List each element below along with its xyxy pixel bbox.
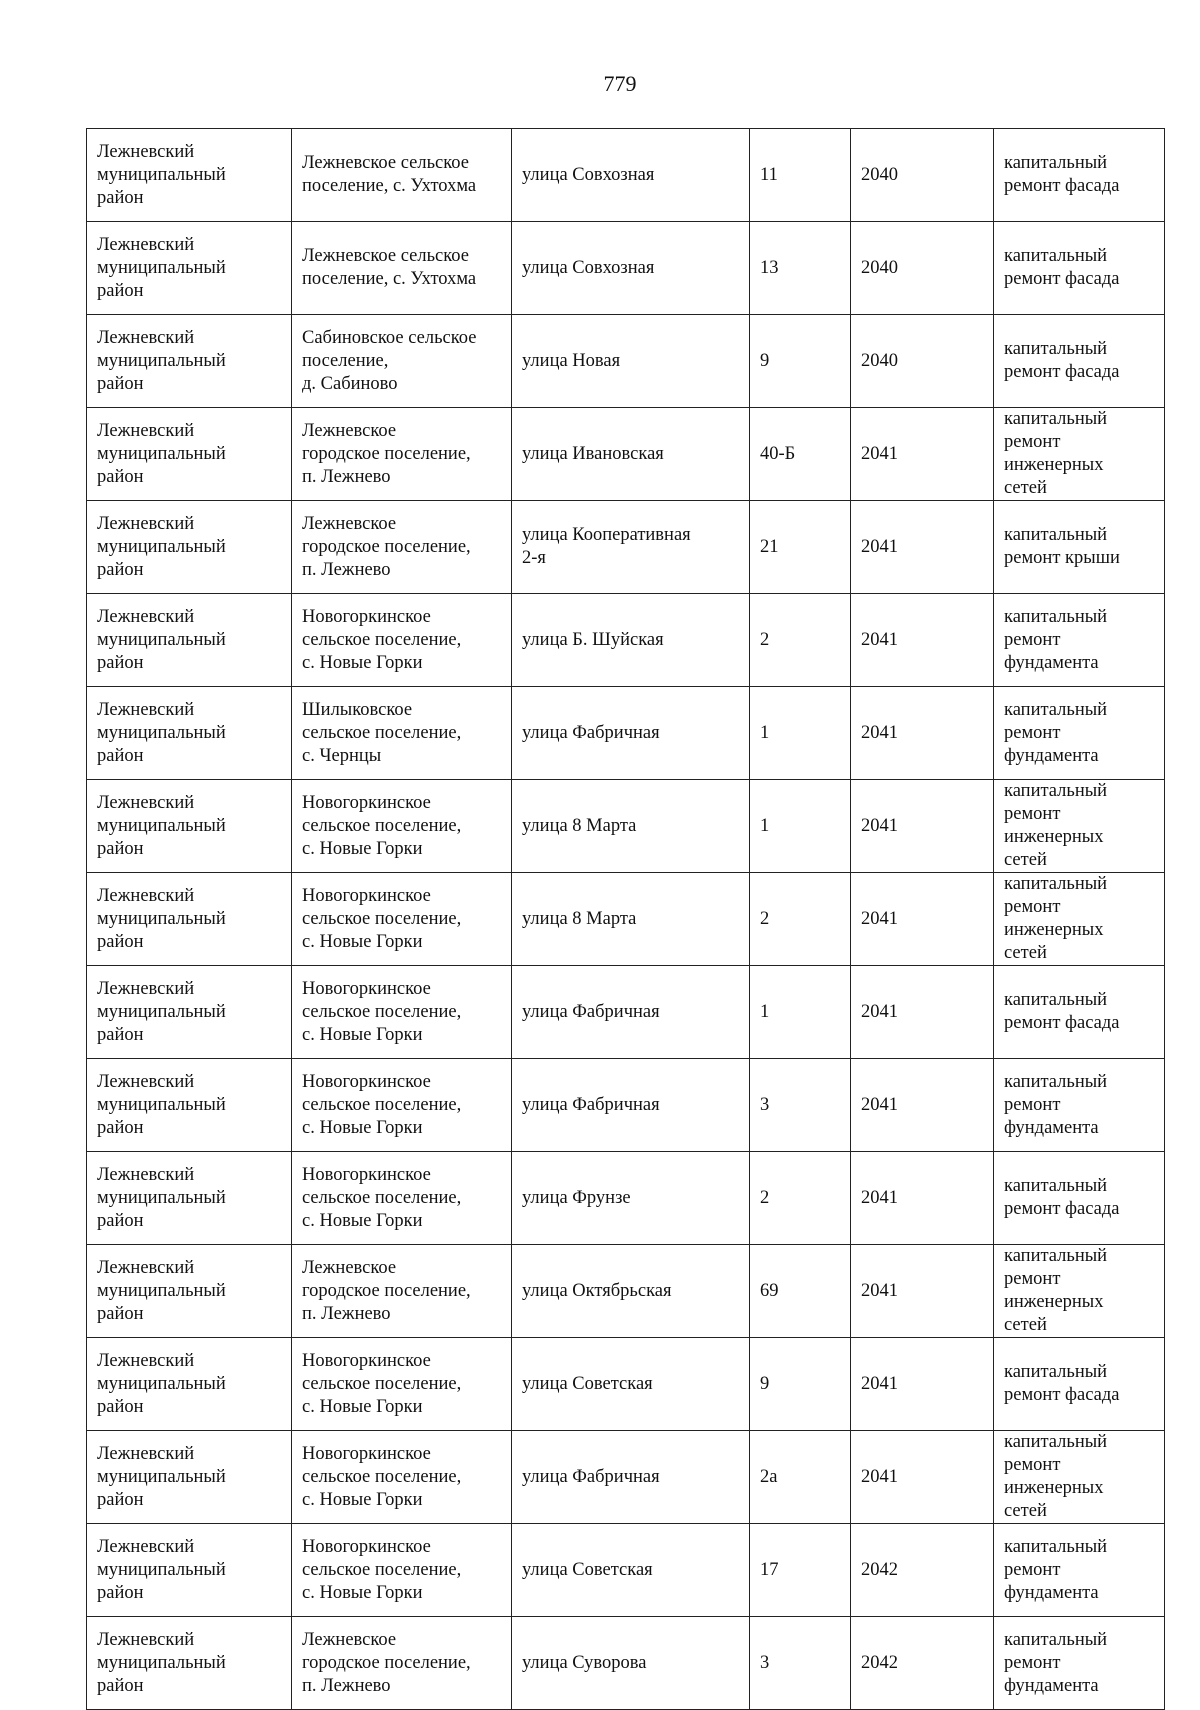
settlement-cell-line: Новогоркинское — [302, 885, 431, 906]
street-cell-line: улица Советская — [522, 1373, 653, 1394]
settlement-cell — [292, 966, 512, 1059]
settlement-cell-line: сельское поселение, — [302, 629, 462, 650]
district-cell-line: муниципальный — [97, 443, 226, 464]
settlement-cell — [292, 687, 512, 780]
district-cell-line: район — [97, 373, 144, 394]
work-type-cell-line: ремонт фасада — [1004, 269, 1120, 289]
street-cell-line: улица Фабричная — [522, 1094, 660, 1115]
district-cell-line: район — [97, 1489, 144, 1510]
district-cell-line: Лежневский — [97, 1536, 195, 1557]
district-cell-line: муниципальный — [97, 908, 226, 929]
table-row — [87, 501, 1165, 594]
district-cell-line: муниципальный — [97, 536, 226, 557]
street-cell — [512, 873, 750, 966]
settlement-cell-line: поселение, — [302, 350, 389, 371]
house-number-cell: 69 — [750, 1245, 851, 1338]
work-type-cell-line: инженерных — [1004, 455, 1104, 475]
house-number-cell: 3 — [750, 1617, 851, 1710]
settlement-cell-line: сельское поселение, — [302, 1094, 462, 1115]
table-row — [87, 594, 1165, 687]
work-type-cell-line: ремонт фасада — [1004, 176, 1120, 196]
settlement-cell-line: п. Лежнево — [302, 1675, 391, 1696]
district-cell — [87, 1245, 292, 1338]
street-cell — [512, 1431, 750, 1524]
street-cell-line: улица Ивановская — [522, 443, 664, 464]
district-cell-line: Лежневский — [97, 327, 195, 348]
district-cell-line: муниципальный — [97, 1652, 226, 1673]
page-number: 779 — [603, 71, 637, 96]
settlement-cell-line: с. Новые Горки — [302, 931, 423, 952]
settlement-cell — [292, 780, 512, 873]
house-number-cell: 17 — [750, 1524, 851, 1617]
settlement-cell-line: с. Новые Горки — [302, 1024, 423, 1045]
settlement-cell-line: Новогоркинское — [302, 606, 431, 627]
table-row — [87, 408, 1165, 501]
district-cell — [87, 129, 292, 222]
work-type-cell-line: ремонт — [1004, 897, 1061, 917]
house-number-cell: 2а — [750, 1431, 851, 1524]
settlement-cell-line: с. Чернцы — [302, 745, 382, 766]
house-number-cell: 11 — [750, 129, 851, 222]
district-cell — [87, 501, 292, 594]
district-cell-line: район — [97, 931, 144, 952]
district-cell — [87, 594, 292, 687]
district-cell-line: Лежневский — [97, 606, 195, 627]
work-type-cell-line: ремонт фасада — [1004, 1199, 1120, 1219]
year-cell: 2041 — [851, 408, 994, 501]
district-cell — [87, 408, 292, 501]
house-number-cell: 9 — [750, 315, 851, 408]
district-cell — [87, 1059, 292, 1152]
work-type-cell-line: сетей — [1004, 850, 1047, 870]
street-cell — [512, 129, 750, 222]
settlement-cell-line: городское поселение, — [302, 1280, 471, 1301]
table-row — [87, 687, 1165, 780]
work-type-cell — [994, 408, 1165, 501]
settlement-cell — [292, 315, 512, 408]
district-cell-line: Лежневский — [97, 420, 195, 441]
street-cell-line: улица Совхозная — [522, 257, 655, 278]
district-cell — [87, 1338, 292, 1431]
work-type-cell-line: ремонт — [1004, 1455, 1061, 1475]
work-type-cell-line: ремонт — [1004, 1559, 1061, 1580]
street-cell — [512, 1524, 750, 1617]
year-cell: 2040 — [851, 222, 994, 315]
settlement-cell-line: Лежневское — [302, 513, 397, 534]
work-type-cell-line: инженерных — [1004, 920, 1104, 940]
work-type-cell-line: фундамента — [1004, 1117, 1099, 1138]
settlement-cell-line: Лежневское — [302, 1257, 397, 1278]
district-cell-line: Лежневский — [97, 1443, 195, 1464]
house-number-cell: 2 — [750, 873, 851, 966]
work-type-cell-line: капитальный — [1004, 606, 1108, 627]
work-type-cell-line: капитальный — [1004, 246, 1108, 266]
settlement-cell — [292, 1338, 512, 1431]
table-row — [87, 1524, 1165, 1617]
district-cell-line: Лежневский — [97, 513, 195, 534]
district-cell-line: муниципальный — [97, 1280, 226, 1301]
street-cell-line: улица Советская — [522, 1559, 653, 1580]
settlement-cell-line: сельское поселение, — [302, 1559, 462, 1580]
street-cell-line: 2-я — [522, 548, 546, 568]
district-cell — [87, 222, 292, 315]
work-type-cell-line: сетей — [1004, 1315, 1047, 1335]
year-cell: 2041 — [851, 966, 994, 1059]
street-cell-line: улица Кооперативная — [522, 525, 691, 545]
street-cell-line: улица Новая — [522, 350, 621, 371]
street-cell-line: улица Суворова — [522, 1652, 647, 1673]
settlement-cell-line: Новогоркинское — [302, 1350, 431, 1371]
street-cell-line: улица Совхозная — [522, 164, 655, 185]
settlement-cell — [292, 1245, 512, 1338]
table-row — [87, 315, 1165, 408]
table-row — [87, 222, 1165, 315]
work-type-cell-line: сетей — [1004, 1501, 1047, 1521]
street-cell-line: улица Октябрьская — [522, 1280, 672, 1301]
year-cell: 2041 — [851, 1431, 994, 1524]
district-cell-line: район — [97, 1210, 144, 1231]
street-cell-line: улица Фрунзе — [522, 1187, 631, 1208]
work-type-cell — [994, 1245, 1165, 1338]
street-cell — [512, 408, 750, 501]
district-cell-line: район — [97, 1396, 144, 1417]
work-type-cell-line: ремонт — [1004, 432, 1061, 452]
work-type-cell-line: фундамента — [1004, 652, 1099, 673]
settlement-cell — [292, 222, 512, 315]
district-cell-line: муниципальный — [97, 1466, 226, 1487]
settlement-cell — [292, 873, 512, 966]
district-cell-line: муниципальный — [97, 722, 226, 743]
table-row — [87, 873, 1165, 966]
district-cell-line: район — [97, 1303, 144, 1324]
work-type-cell-line: капитальный — [1004, 781, 1108, 801]
work-type-cell — [994, 1059, 1165, 1152]
settlement-cell-line: д. Сабиново — [302, 373, 398, 394]
work-type-cell — [994, 129, 1165, 222]
district-cell-line: район — [97, 466, 144, 487]
settlement-cell-line: Сабиновское сельское — [302, 327, 477, 348]
settlement-cell-line: поселение, с. Ухтохма — [302, 176, 477, 196]
work-type-cell-line: инженерных — [1004, 1478, 1104, 1498]
work-type-cell-line: сетей — [1004, 478, 1047, 498]
district-cell-line: муниципальный — [97, 1559, 226, 1580]
district-cell-line: Лежневский — [97, 792, 195, 813]
settlement-cell — [292, 501, 512, 594]
settlement-cell-line: Новогоркинское — [302, 792, 431, 813]
settlement-cell-line: поселение, с. Ухтохма — [302, 269, 477, 289]
settlement-cell-line: сельское поселение, — [302, 1373, 462, 1394]
district-cell-line: Лежневский — [97, 885, 195, 906]
street-cell — [512, 594, 750, 687]
work-type-cell-line: ремонт фасада — [1004, 1385, 1120, 1405]
settlement-cell-line: с. Новые Горки — [302, 652, 423, 673]
settlement-cell-line: с. Новые Горки — [302, 838, 423, 859]
work-type-cell-line: капитальный — [1004, 1071, 1108, 1092]
settlement-cell-line: п. Лежнево — [302, 1303, 391, 1324]
settlement-cell-line: п. Лежнево — [302, 559, 391, 580]
district-cell-line: район — [97, 838, 144, 859]
year-cell: 2042 — [851, 1617, 994, 1710]
district-cell-line: Лежневский — [97, 234, 195, 255]
settlement-cell-line: Новогоркинское — [302, 1071, 431, 1092]
district-cell-line: район — [97, 745, 144, 766]
district-cell-line: Лежневский — [97, 1164, 195, 1185]
street-cell-line: улица 8 Марта — [522, 908, 637, 929]
table-row — [87, 129, 1165, 222]
work-type-cell — [994, 1152, 1165, 1245]
district-cell — [87, 1431, 292, 1524]
house-number-cell: 21 — [750, 501, 851, 594]
district-cell-line: муниципальный — [97, 1094, 226, 1115]
district-cell — [87, 1524, 292, 1617]
year-cell: 2041 — [851, 1059, 994, 1152]
street-cell-line: улица Б. Шуйская — [522, 629, 664, 650]
street-cell — [512, 315, 750, 408]
district-cell-line: Лежневский — [97, 1350, 195, 1371]
settlement-cell-line: Новогоркинское — [302, 978, 431, 999]
street-cell — [512, 780, 750, 873]
work-type-cell-line: ремонт — [1004, 804, 1061, 824]
table-body — [87, 129, 1165, 1710]
district-cell-line: муниципальный — [97, 815, 226, 836]
work-type-cell-line: капитальный — [1004, 409, 1108, 429]
settlement-cell-line: с. Новые Горки — [302, 1489, 423, 1510]
district-cell — [87, 1152, 292, 1245]
year-cell: 2042 — [851, 1524, 994, 1617]
district-cell-line: Лежневский — [97, 141, 195, 162]
district-cell-line: Лежневский — [97, 1257, 195, 1278]
year-cell: 2041 — [851, 1338, 994, 1431]
street-cell-line: улица Фабричная — [522, 1466, 660, 1487]
settlement-cell — [292, 1059, 512, 1152]
work-type-cell-line: фундамента — [1004, 1582, 1099, 1603]
work-type-cell-line: сетей — [1004, 943, 1047, 963]
settlement-cell-line: Шилыковское — [302, 699, 413, 720]
table-row — [87, 1617, 1165, 1710]
settlement-cell — [292, 1152, 512, 1245]
street-cell-line: улица Фабричная — [522, 722, 660, 743]
work-type-cell-line: капитальный — [1004, 699, 1108, 720]
district-cell-line: Лежневский — [97, 978, 195, 999]
settlement-cell-line: Лежневское сельское — [302, 246, 469, 266]
work-type-cell-line: капитальный — [1004, 339, 1108, 359]
settlement-cell-line: сельское поселение, — [302, 1001, 462, 1022]
year-cell: 2041 — [851, 1152, 994, 1245]
settlement-cell — [292, 1617, 512, 1710]
house-number-cell: 3 — [750, 1059, 851, 1152]
year-cell: 2041 — [851, 1245, 994, 1338]
street-cell — [512, 687, 750, 780]
house-number-cell: 2 — [750, 1152, 851, 1245]
work-type-cell — [994, 1431, 1165, 1524]
street-cell — [512, 1617, 750, 1710]
settlement-cell-line: городское поселение, — [302, 443, 471, 464]
district-cell — [87, 1617, 292, 1710]
work-type-cell-line: капитальный — [1004, 525, 1108, 545]
settlement-cell-line: с. Новые Горки — [302, 1582, 423, 1603]
street-cell — [512, 1152, 750, 1245]
year-cell: 2040 — [851, 315, 994, 408]
year-cell: 2041 — [851, 780, 994, 873]
district-cell-line: Лежневский — [97, 1071, 195, 1092]
table-row — [87, 780, 1165, 873]
work-type-cell-line: ремонт — [1004, 1269, 1061, 1289]
street-cell — [512, 1245, 750, 1338]
table-row — [87, 1245, 1165, 1338]
district-cell — [87, 780, 292, 873]
work-type-cell-line: фундамента — [1004, 1675, 1099, 1696]
house-number-cell: 1 — [750, 966, 851, 1059]
district-cell-line: муниципальный — [97, 1187, 226, 1208]
district-cell-line: район — [97, 1117, 144, 1138]
work-type-cell — [994, 1338, 1165, 1431]
table-row — [87, 1152, 1165, 1245]
street-cell-line: улица 8 Марта — [522, 815, 637, 836]
year-cell: 2041 — [851, 501, 994, 594]
district-cell-line: район — [97, 187, 144, 208]
district-cell-line: район — [97, 1582, 144, 1603]
work-type-cell-line: ремонт фасада — [1004, 362, 1120, 382]
work-type-cell-line: капитальный — [1004, 1246, 1108, 1266]
district-cell — [87, 687, 292, 780]
work-type-cell — [994, 780, 1165, 873]
district-cell-line: муниципальный — [97, 1373, 226, 1394]
work-type-cell-line: ремонт — [1004, 629, 1061, 650]
year-cell: 2041 — [851, 687, 994, 780]
work-type-cell-line: капитальный — [1004, 1362, 1108, 1382]
settlement-cell-line: сельское поселение, — [302, 815, 462, 836]
work-type-cell — [994, 315, 1165, 408]
work-type-cell — [994, 594, 1165, 687]
settlement-cell-line: сельское поселение, — [302, 722, 462, 743]
work-type-cell-line: ремонт крыши — [1004, 548, 1120, 568]
house-number-cell: 40-Б — [750, 408, 851, 501]
settlement-cell-line: городское поселение, — [302, 1652, 471, 1673]
work-type-cell-line: ремонт — [1004, 722, 1061, 743]
settlement-cell-line: Лежневское — [302, 1629, 397, 1650]
work-type-cell-line: капитальный — [1004, 1432, 1108, 1452]
district-cell-line: муниципальный — [97, 257, 226, 278]
settlement-cell-line: Новогоркинское — [302, 1536, 431, 1557]
work-type-cell — [994, 966, 1165, 1059]
house-number-cell: 9 — [750, 1338, 851, 1431]
settlement-cell-line: сельское поселение, — [302, 1187, 462, 1208]
district-cell-line: муниципальный — [97, 164, 226, 185]
work-type-cell — [994, 873, 1165, 966]
year-cell: 2040 — [851, 129, 994, 222]
work-type-cell-line: ремонт фасада — [1004, 1013, 1120, 1033]
house-number-cell: 1 — [750, 780, 851, 873]
district-cell-line: Лежневский — [97, 699, 195, 720]
district-cell-line: район — [97, 1675, 144, 1696]
settlement-cell — [292, 1431, 512, 1524]
repair-program-table — [86, 128, 1165, 1710]
district-cell — [87, 873, 292, 966]
work-type-cell — [994, 1617, 1165, 1710]
district-cell-line: Лежневский — [97, 1629, 195, 1650]
settlement-cell-line: Новогоркинское — [302, 1443, 431, 1464]
settlement-cell-line: Лежневское сельское — [302, 153, 469, 173]
table-row — [87, 1431, 1165, 1524]
work-type-cell-line: капитальный — [1004, 1176, 1108, 1196]
street-cell — [512, 1338, 750, 1431]
work-type-cell-line: капитальный — [1004, 1629, 1108, 1650]
district-cell-line: муниципальный — [97, 629, 226, 650]
work-type-cell — [994, 501, 1165, 594]
settlement-cell-line: п. Лежнево — [302, 466, 391, 487]
work-type-cell-line: капитальный — [1004, 874, 1108, 894]
work-type-cell-line: ремонт — [1004, 1652, 1061, 1673]
settlement-cell-line: с. Новые Горки — [302, 1210, 423, 1231]
house-number-cell: 2 — [750, 594, 851, 687]
settlement-cell — [292, 594, 512, 687]
settlement-cell — [292, 129, 512, 222]
street-cell-line: улица Фабричная — [522, 1001, 660, 1022]
district-cell-line: район — [97, 280, 144, 301]
settlement-cell — [292, 1524, 512, 1617]
settlement-cell-line: с. Новые Горки — [302, 1396, 423, 1417]
work-type-cell-line: фундамента — [1004, 745, 1099, 766]
work-type-cell-line: капитальный — [1004, 1536, 1108, 1557]
settlement-cell — [292, 408, 512, 501]
work-type-cell-line: капитальный — [1004, 990, 1108, 1010]
table-row — [87, 966, 1165, 1059]
settlement-cell-line: городское поселение, — [302, 536, 471, 557]
table-row — [87, 1338, 1165, 1431]
district-cell-line: муниципальный — [97, 1001, 226, 1022]
year-cell: 2041 — [851, 873, 994, 966]
settlement-cell-line: с. Новые Горки — [302, 1117, 423, 1138]
district-cell-line: район — [97, 652, 144, 673]
settlement-cell-line: сельское поселение, — [302, 1466, 462, 1487]
district-cell — [87, 966, 292, 1059]
table-row — [87, 1059, 1165, 1152]
street-cell — [512, 1059, 750, 1152]
work-type-cell — [994, 1524, 1165, 1617]
settlement-cell-line: сельское поселение, — [302, 908, 462, 929]
street-cell — [512, 501, 750, 594]
street-cell — [512, 222, 750, 315]
street-cell — [512, 966, 750, 1059]
district-cell — [87, 315, 292, 408]
work-type-cell-line: ремонт — [1004, 1094, 1061, 1115]
settlement-cell-line: Лежневское — [302, 420, 397, 441]
work-type-cell-line: инженерных — [1004, 1292, 1104, 1312]
year-cell: 2041 — [851, 594, 994, 687]
house-number-cell: 1 — [750, 687, 851, 780]
work-type-cell-line: капитальный — [1004, 153, 1108, 173]
district-cell-line: район — [97, 559, 144, 580]
work-type-cell-line: инженерных — [1004, 827, 1104, 847]
work-type-cell — [994, 687, 1165, 780]
district-cell-line: муниципальный — [97, 350, 226, 371]
district-cell-line: район — [97, 1024, 144, 1045]
work-type-cell — [994, 222, 1165, 315]
house-number-cell: 13 — [750, 222, 851, 315]
settlement-cell-line: Новогоркинское — [302, 1164, 431, 1185]
